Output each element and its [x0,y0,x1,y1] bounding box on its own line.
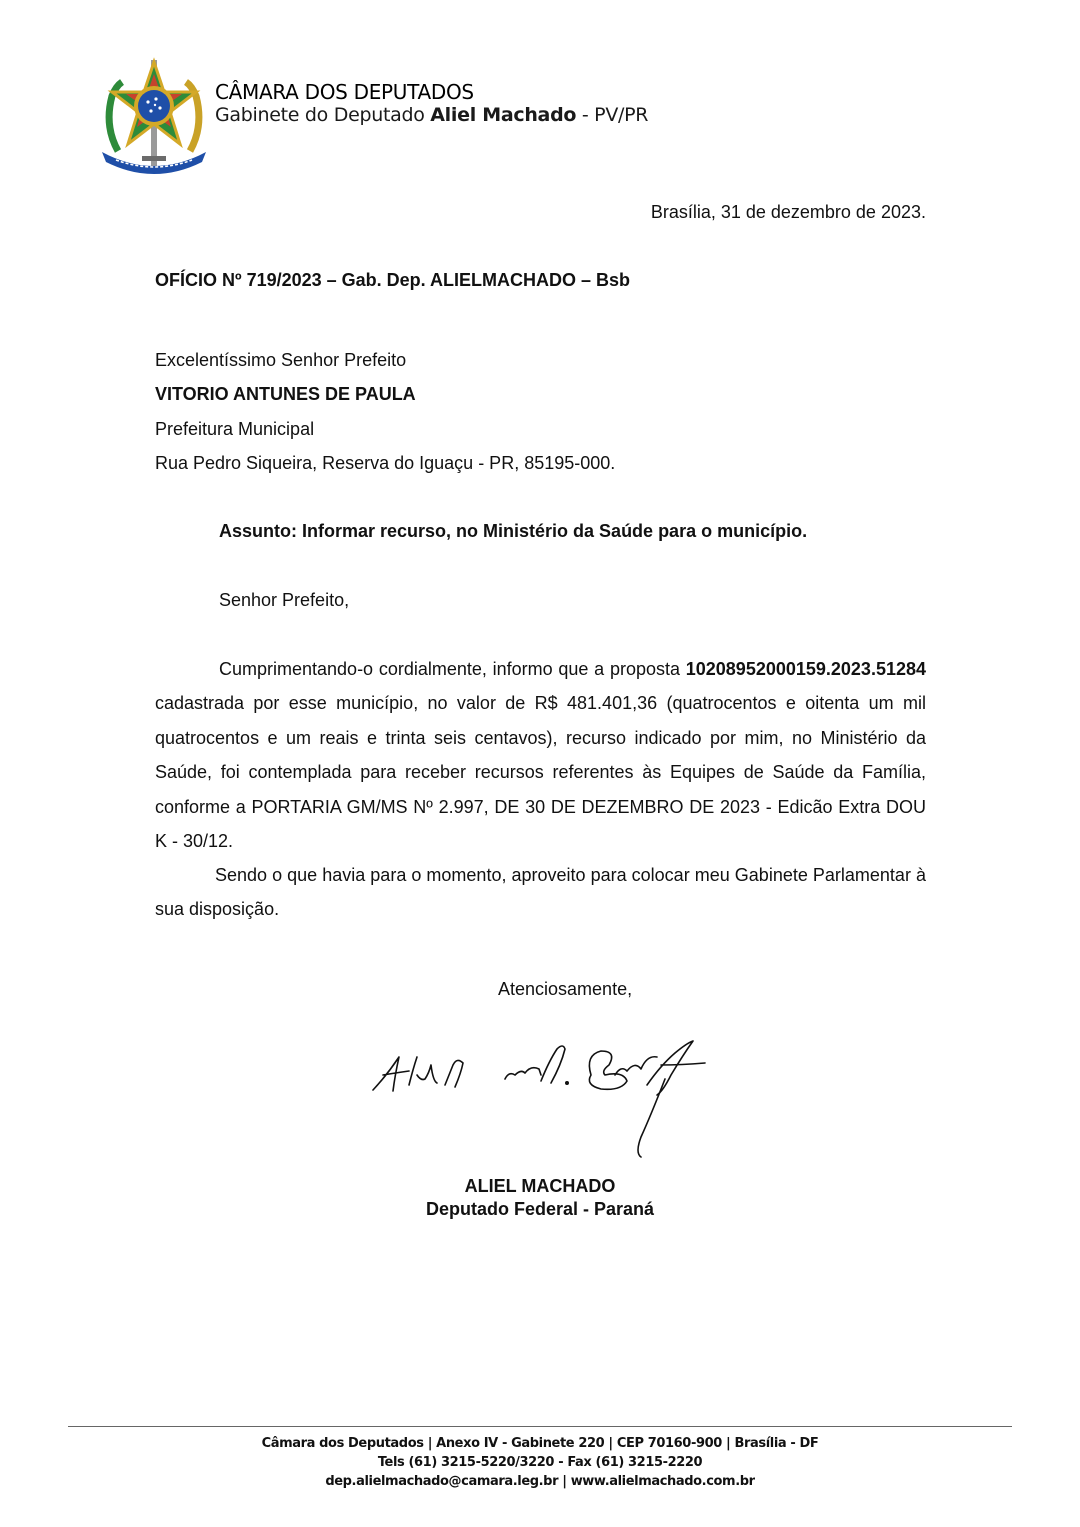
addressee-salutation: Excelentíssimo Senhor Prefeito [155,350,407,370]
office-suffix: - PV/PR [576,104,649,126]
p1-rest: cadastrada por esse município, no valor de R$ 481.401,36 (quatrocentos e oitenta um mil quatrocentos e um reais e trinta seis centavos), recurso indicado por mim, no Ministério da Saúde, foi contemplada para receber recursos referentes às Equipes de Saúde da Família, conforme a PORTARIA GM/MS Nº 2.997, DE 30 DE DEZEMBRO DE 2023 - Edicão Extra DOU K - 30/12. [155,693,926,852]
footer-divider [68,1426,1012,1427]
office-prefix: Gabinete do Deputado [215,104,431,126]
signatory-title: Deputado Federal - Paraná [425,1199,655,1219]
addressee-organization: Prefeitura Municipal [155,419,315,439]
footer-phones: Tels (61) 3215-5220/3220 - Fax (61) 3215-2220 [377,1455,703,1470]
handwritten-signature [365,1035,725,1165]
subject-line: Assunto: Informar recurso, no Ministério da Saúde para o município. [219,521,808,541]
addressee-address: Rua Pedro Siqueira, Reserva do Iguaçu - PR, 85195-000. [155,453,616,473]
greeting: Senhor Prefeito, [219,590,350,610]
deputy-name: Aliel Machado [430,104,577,126]
footer-contacts: dep.alielmachado@camara.leg.br | www.alielmachado.com.br [325,1474,755,1489]
body-paragraph-1 [155,652,926,858]
addressee-name: VITORIO ANTUNES DE PAULA [155,384,416,404]
date-line: Brasília, 31 de dezembro de 2023. [650,202,926,222]
p1-intro: Cumprimentando-o cordialmente, informo que a proposta [219,659,686,679]
coat-of-arms-icon [98,56,210,174]
closing: Atenciosamente, [498,979,633,999]
signatory-name: ALIEL MACHADO [464,1176,616,1196]
proposal-number: 10208952000159.2023.51284 [685,659,926,679]
institution-title: CÂMARA DOS DEPUTADOS [215,80,474,104]
oficio-number: OFÍCIO Nº 719/2023 – Gab. Dep. ALIELMACHADO – Bsb [155,270,631,290]
footer-address: Câmara dos Deputados | Anexo IV - Gabinete 220 | CEP 70160-900 | Brasília - DF [261,1436,819,1451]
office-title [215,104,648,126]
body-paragraph-2: Sendo o que havia para o momento, aproveito para colocar meu Gabinete Parlamentar à sua disposição. [155,865,926,920]
